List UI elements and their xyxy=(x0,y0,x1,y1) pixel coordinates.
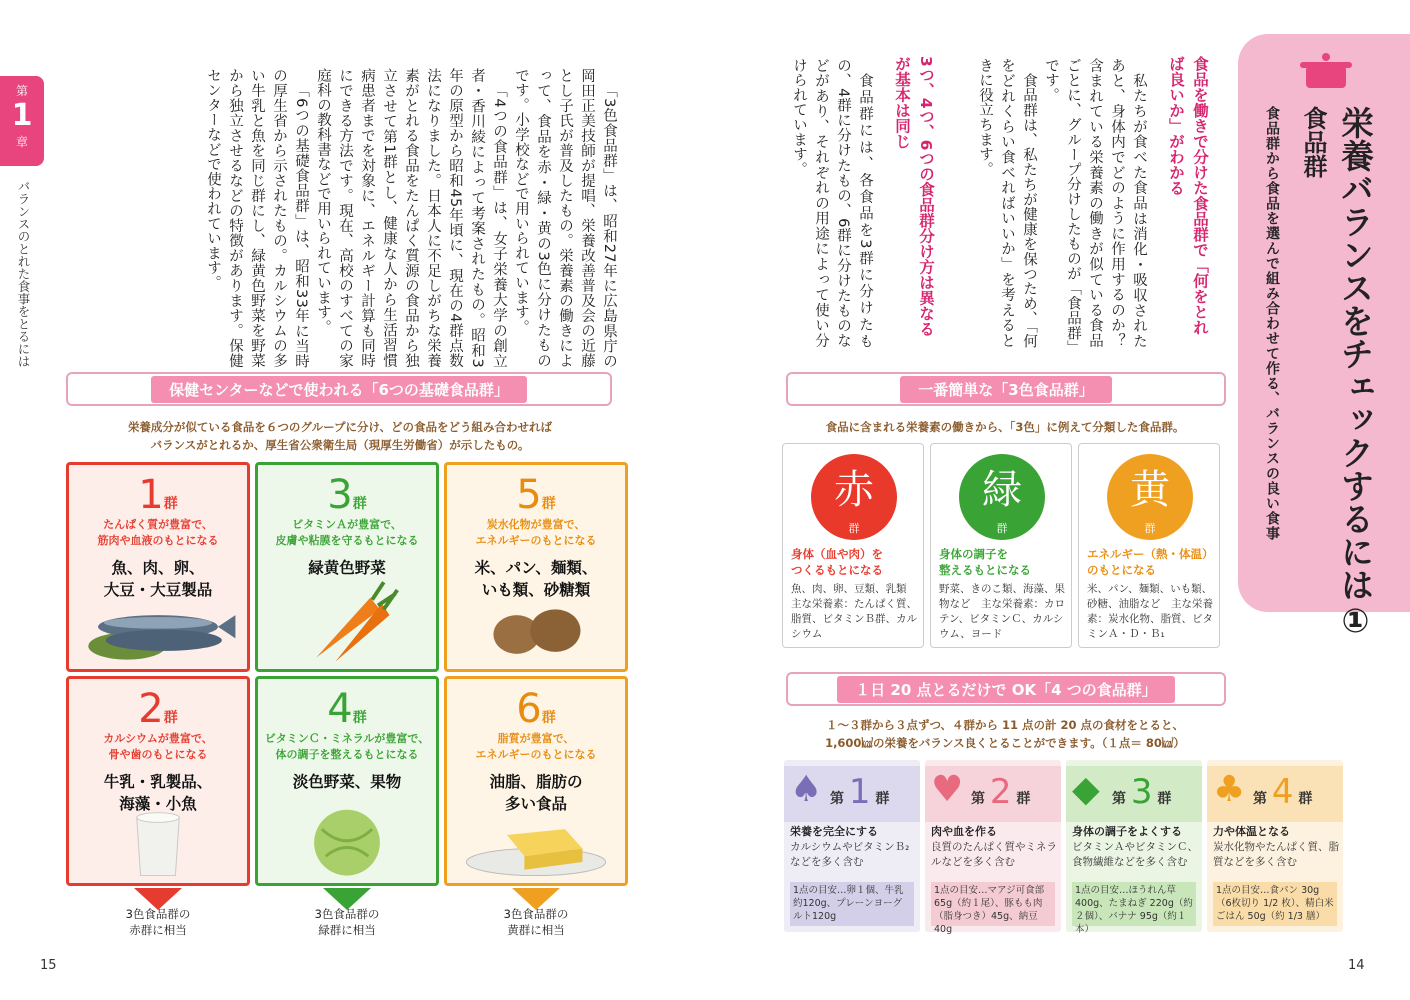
group-post: 群 xyxy=(1298,791,1313,807)
color-suffix: 群 xyxy=(1144,522,1156,535)
color-text: 魚、肉、卵、豆類、乳類 主な栄養素：たんぱく質、脂質、ビタミンＢ群、カルシウム xyxy=(791,583,917,640)
body-paragraph: 「6つの基礎食品群」は、昭和33年に当時の厚生省から示されたもの。カルシウムの多い牛乳と魚を同じ群にし、緑黄色野菜を野菜から独立させるなどの特徴があります。保健センターなどで使われています。 xyxy=(205,68,309,368)
yellow-circle xyxy=(1107,454,1193,540)
banner-text: 一番簡単な「3色食品群」 xyxy=(900,376,1111,403)
group-number: 5 xyxy=(516,472,542,518)
food-group-card-1 xyxy=(66,462,250,672)
fish-image xyxy=(69,569,247,669)
six-groups-banner xyxy=(66,372,612,406)
six-groups-caption xyxy=(60,418,620,454)
body-paragraph: 食品群には、各食品を3群に分けたもの、4群に分けたもの、6群に分けたものなどがあり、それぞれの用途によって使い分けられています。 xyxy=(791,58,873,348)
group-desc: 皮膚や粘膜を守るもとになる xyxy=(275,534,419,547)
group-example: 1点の目安…ほうれん草400g、たまねぎ 220g（約２個）、バナナ 95g（約１本） xyxy=(1072,882,1196,926)
food-group-card-3 xyxy=(255,462,439,672)
red-circle xyxy=(811,454,897,540)
group-number: 3 xyxy=(1130,772,1153,812)
arrow-label xyxy=(267,906,427,938)
color-suffix: 群 xyxy=(848,522,860,535)
color-name: 黄 xyxy=(1130,467,1170,513)
body-paragraph: 「4つの食品群」は、女子栄養大学の創立者・香川綾によって考案されたもの。昭和3年の原型から昭和45年頃に、現在の4群点数法になりました。日本人に不足しがちな栄養素がとれる食品をたんぱく質源の食品から独立させて第1群とし、健康な人から生活習慣病患者までを対象に、エネルギー計算も同時にできる方法です。現在、高校のすべての家庭科の教科書などで用いられています。 xyxy=(315,68,507,368)
group-suffix: 群 xyxy=(352,496,367,512)
section-heading-1: 食品を働きで分けた食品群で「何をとれば良いか」がわかる xyxy=(1167,56,1209,335)
three-color-banner xyxy=(786,372,1226,406)
color-lead: つくるもとになる xyxy=(791,563,883,577)
color-lead: 身体（血や肉）を xyxy=(791,547,883,561)
color-lead: のもとになる xyxy=(1087,563,1156,577)
caption-line: 1,600㎉の栄養をバランス良くとることができます。（１点＝ 80㎉） xyxy=(825,736,1185,750)
group-title: 栄養を完全にする xyxy=(790,825,878,838)
potato-image xyxy=(447,569,625,669)
group-desc: ビタミンＡやビタミンＣ、食物繊維などを多く含む xyxy=(1072,841,1198,868)
group-number: 4 xyxy=(327,686,353,732)
body-paragraph: 食品群は、私たちが健康を保つため、「何をどれくらい食べればいいか」を考えるときに役立ちます。 xyxy=(977,58,1037,348)
group-foods: 多い食品 xyxy=(504,795,567,813)
body-paragraph: 「3色食品群」は、昭和27年に広島県庁の岡田正美技師が提唱、栄養改善普及会の近藤とし子氏が普及したもの。栄養素の働きによって、食品を赤・緑・黄の3色に分けたものです。小学校などで用いられています。 xyxy=(513,68,617,368)
food-group-card-6 xyxy=(444,676,628,886)
four-group-card-4 xyxy=(1207,760,1343,932)
color-card-red xyxy=(782,443,924,648)
arrow-label xyxy=(456,906,616,938)
group-desc: ビタミンＡが豊富で、 xyxy=(292,518,402,531)
four-group-card-2 xyxy=(925,760,1061,935)
group-foods: 海藻・小魚 xyxy=(119,795,197,813)
pot-icon xyxy=(1296,46,1356,96)
running-head: バランスのとれた食事をとるには xyxy=(16,180,31,368)
club-icon: ♣ xyxy=(1213,769,1246,810)
page-number-left: 15 xyxy=(40,958,57,973)
color-text: 米、パン、麺類、いも類、砂糖、油脂など 主な栄養素：炭水化物、脂質、ビタミンＡ・Ｄ・Ｂ₁ xyxy=(1087,583,1213,640)
caption-line: 栄養成分が似ている食品を６つのグループに分け、どの食品をどう組み合わせれば xyxy=(127,420,553,434)
group-suffix: 群 xyxy=(163,496,178,512)
group-suffix: 群 xyxy=(541,710,556,726)
group-foods: 魚、肉、卵、 xyxy=(111,559,205,577)
group-number: 1 xyxy=(138,472,164,518)
group-foods: 牛乳・乳製品、 xyxy=(103,773,213,791)
group-suffix: 群 xyxy=(352,710,367,726)
chapter-number: 1 xyxy=(11,98,33,133)
group-number: 2 xyxy=(138,686,164,732)
arrow-text: 緑群に相当 xyxy=(318,923,376,937)
group-number: 2 xyxy=(989,772,1012,812)
banner-text: １日 20 点とるだけで OK「4 つの食品群」 xyxy=(837,676,1175,703)
page-title: 栄養バランスをチェックするには① xyxy=(1336,106,1375,640)
butter-image xyxy=(447,783,625,883)
group-foods: 油脂、脂肪の xyxy=(489,773,583,791)
four-group-card-1 xyxy=(784,760,920,932)
food-group-card-5 xyxy=(444,462,628,672)
page-number-right: 14 xyxy=(1348,958,1365,973)
right-body-text-2 xyxy=(770,58,876,348)
group-number: 6 xyxy=(516,686,542,732)
spade-icon: ♠ xyxy=(790,769,823,810)
group-suffix: 群 xyxy=(541,496,556,512)
arrow-text: 赤群に相当 xyxy=(129,923,187,937)
group-foods: 大豆・大豆製品 xyxy=(103,581,213,599)
arrow-text: 3色食品群の xyxy=(503,907,569,921)
section-heading-2: 3つ、4つ、6つの食品群分け方は異なるが基本は同じ xyxy=(893,56,935,337)
group-number: 3 xyxy=(327,472,353,518)
group-title: 肉や血を作る xyxy=(931,825,997,838)
color-card-yellow xyxy=(1078,443,1220,648)
four-groups-caption xyxy=(780,716,1230,752)
cabbage-image xyxy=(258,783,436,883)
three-color-caption: 食品に含まれる栄養素の働きから、「3色」に例えて分類した食品群。 xyxy=(825,420,1185,434)
heart-icon: ♥ xyxy=(931,769,964,810)
caption-line: バランスがとれるか、厚生省公衆衛生局（現厚生労働省）が示したもの。 xyxy=(150,438,530,452)
four-groups-banner xyxy=(786,672,1226,706)
group-desc: カルシウムやビタミンＢ₂などを多く含む xyxy=(790,841,910,868)
color-name: 緑 xyxy=(982,467,1022,513)
right-body-text-1 xyxy=(960,58,1150,363)
group-desc: 炭水化物が豊富で、 xyxy=(486,518,586,531)
group-desc: エネルギーのもとになる xyxy=(475,534,597,547)
group-pre: 第 xyxy=(971,791,985,807)
group-desc: エネルギーのもとになる xyxy=(475,748,597,761)
group-pre: 第 xyxy=(1112,791,1126,807)
group-title: 身体の調子をよくする xyxy=(1072,825,1182,838)
left-body-text xyxy=(60,68,620,368)
chapter-prefix: 第 xyxy=(15,84,28,98)
group-foods: 淡色野菜、果物 xyxy=(292,773,402,791)
chapter-tab xyxy=(0,76,44,166)
page-lead: 食品群から食品を選んで組み合わせて作る、バランスの良い食事 xyxy=(1264,106,1280,541)
group-example: 1点の目安…マアジ可食部65g（約１尾）、豚もも肉（脂身つき）45g、納豆 40g xyxy=(931,882,1055,926)
group-desc: 筋肉や血液のもとになる xyxy=(97,534,219,547)
group-post: 群 xyxy=(1157,791,1172,807)
arrow-text: 3色食品群の xyxy=(125,907,191,921)
group-foods: 米、パン、麺類、 xyxy=(474,559,598,577)
banner-text: 保健センターなどで使われる「6つの基礎食品群」 xyxy=(151,376,527,403)
group-pre: 第 xyxy=(1253,791,1267,807)
caption-line: １～３群から３点ずつ、４群から 11 点の計 20 点の食材をとると、 xyxy=(825,718,1185,732)
chapter-suffix: 章 xyxy=(15,135,28,149)
group-suffix: 群 xyxy=(163,710,178,726)
arrow-text: 3色食品群の xyxy=(314,907,380,921)
color-text: 野菜、きのこ類、海藻、果物など 主な栄養素：カロテン、ビタミンＣ、カルシウム、ヨード xyxy=(939,583,1065,640)
group-number: 1 xyxy=(848,772,871,812)
color-lead: 整えるもとになる xyxy=(939,563,1031,577)
arrow-text: 黄群に相当 xyxy=(507,923,565,937)
body-paragraph: 私たちが食べた食品は消化・吸収されたあと、身体内でどのように作用するのか？ 含まれている栄養素の働きが似ている食品ごとに、グループ分けしたものが「食品群」です。 xyxy=(1043,58,1147,363)
color-suffix: 群 xyxy=(996,522,1008,535)
group-foods: 緑黄色野菜 xyxy=(308,559,386,577)
color-lead: 身体の調子を xyxy=(939,547,1008,561)
group-foods: いも類、砂糖類 xyxy=(481,581,591,599)
group-pre: 第 xyxy=(830,791,844,807)
group-desc: たんぱく質が豊富で、 xyxy=(103,518,213,531)
group-desc: 炭水化物やたんぱく質、脂質などを多く含む xyxy=(1213,841,1339,868)
arrow-label xyxy=(78,906,238,938)
page-subtitle: 食品群 xyxy=(1299,106,1327,178)
group-desc: カルシウムが豊富で、 xyxy=(103,732,213,745)
diamond-icon: ◆ xyxy=(1072,769,1100,810)
four-group-card-3 xyxy=(1066,760,1202,935)
group-desc: 骨や歯のもとになる xyxy=(108,748,208,761)
food-group-card-2 xyxy=(66,676,250,886)
carrot-image xyxy=(258,569,436,669)
color-lead: エネルギー（熱・体温） xyxy=(1087,547,1214,561)
group-desc: ビタミンＣ・ミネラルが豊富で、 xyxy=(264,732,430,745)
group-number: 4 xyxy=(1271,772,1294,812)
group-post: 群 xyxy=(1016,791,1031,807)
group-example: 1点の目安…食パン 30g（6枚切り 1/2 枚）、精白米ごはん 50g（約 1/3 膳） xyxy=(1213,882,1337,926)
group-example: 1点の目安…卵１個、牛乳約120g、プレーンヨーグルト120g xyxy=(790,882,914,926)
group-desc: 体の調子を整えるもとになる xyxy=(275,748,419,761)
color-name: 赤 xyxy=(834,467,874,513)
milk-image xyxy=(69,783,247,883)
group-title: 力や体温となる xyxy=(1213,825,1290,838)
group-desc: 良質のたんぱく質やミネラルなどを多く含む xyxy=(931,841,1057,868)
group-desc: 脂質が豊富で、 xyxy=(497,732,575,745)
color-card-green xyxy=(930,443,1072,648)
food-group-card-4 xyxy=(255,676,439,886)
group-post: 群 xyxy=(875,791,890,807)
green-circle xyxy=(959,454,1045,540)
